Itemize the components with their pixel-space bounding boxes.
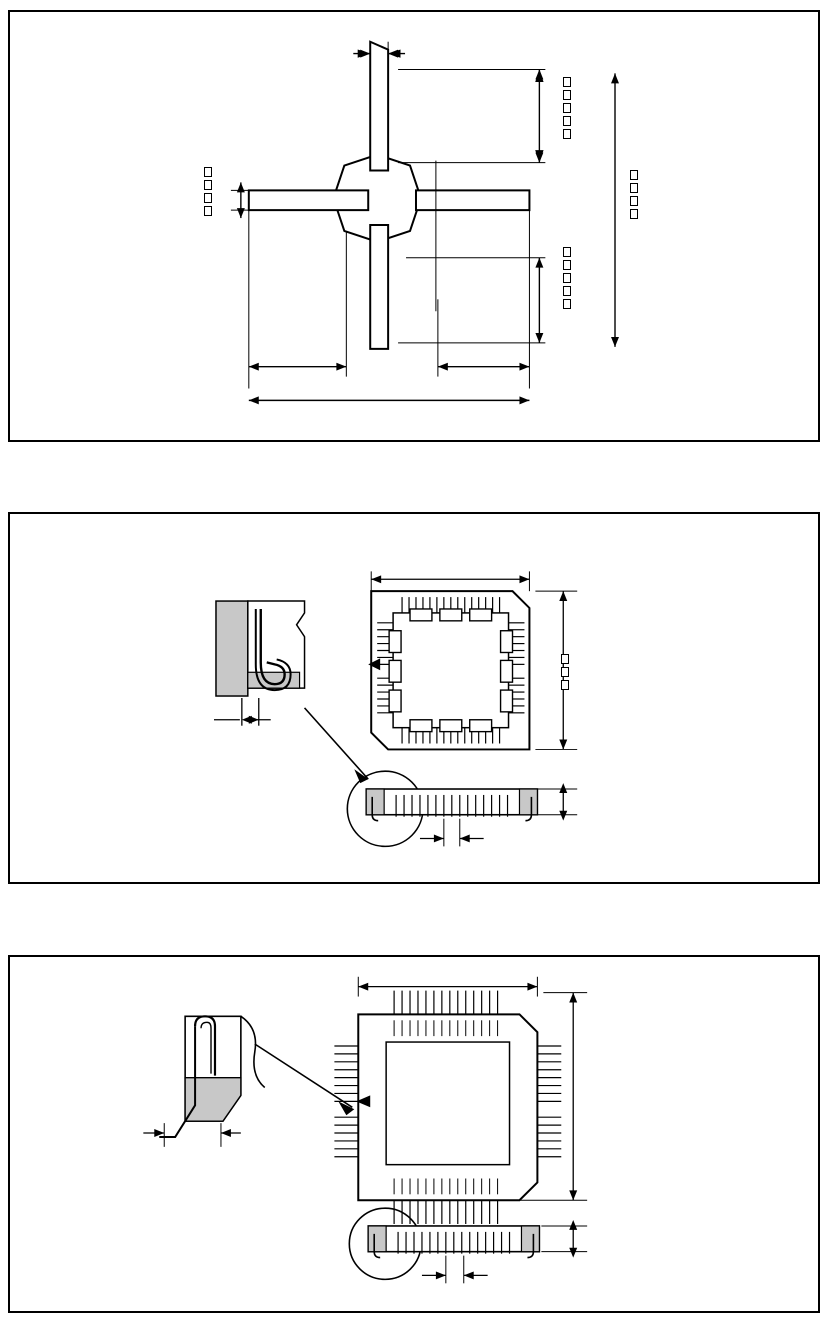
- profile-end-right: [521, 1226, 539, 1252]
- profile-end-left: [368, 1226, 386, 1252]
- dimension-arrows: [241, 54, 615, 401]
- arrow-heads: [237, 50, 619, 405]
- socket-cavity: [386, 1042, 509, 1165]
- socket-top-view: [368, 591, 529, 882]
- detail-leader-line: [305, 708, 369, 779]
- panel-plcc-32-socket-views: [8, 512, 820, 884]
- panel-plcc-68-socket-views: [8, 955, 820, 1313]
- panel-top-drawing: [10, 12, 818, 440]
- lead-upper: [370, 42, 388, 171]
- socket-side-view: [349, 1208, 539, 1279]
- socket-top-view: [334, 991, 561, 1224]
- contacts-top: [394, 991, 497, 1015]
- lead-right: [416, 190, 529, 210]
- contacts-right: [537, 1046, 561, 1157]
- contact-cross-section-detail: [143, 1016, 264, 1147]
- housing-shade-left: [216, 601, 248, 696]
- socket-cavity: [393, 613, 508, 728]
- contact-cross-section-detail: [214, 601, 305, 726]
- contacts-left: [334, 1046, 358, 1157]
- lead-left: [249, 190, 368, 210]
- housing-shade-bottom: [248, 672, 300, 688]
- panel-middle-drawing: [10, 514, 818, 882]
- break-line: [241, 1016, 265, 1087]
- lead-lower: [370, 225, 388, 349]
- profile-end-left: [366, 789, 384, 815]
- socket-side-view: [347, 771, 537, 846]
- profile-end-right: [519, 789, 537, 815]
- panel-machined-pin-contact-detail: [8, 10, 820, 442]
- contacts-bottom: [394, 1200, 497, 1224]
- panel-bottom-drawing: [10, 957, 818, 1311]
- housing-shade: [185, 1078, 241, 1122]
